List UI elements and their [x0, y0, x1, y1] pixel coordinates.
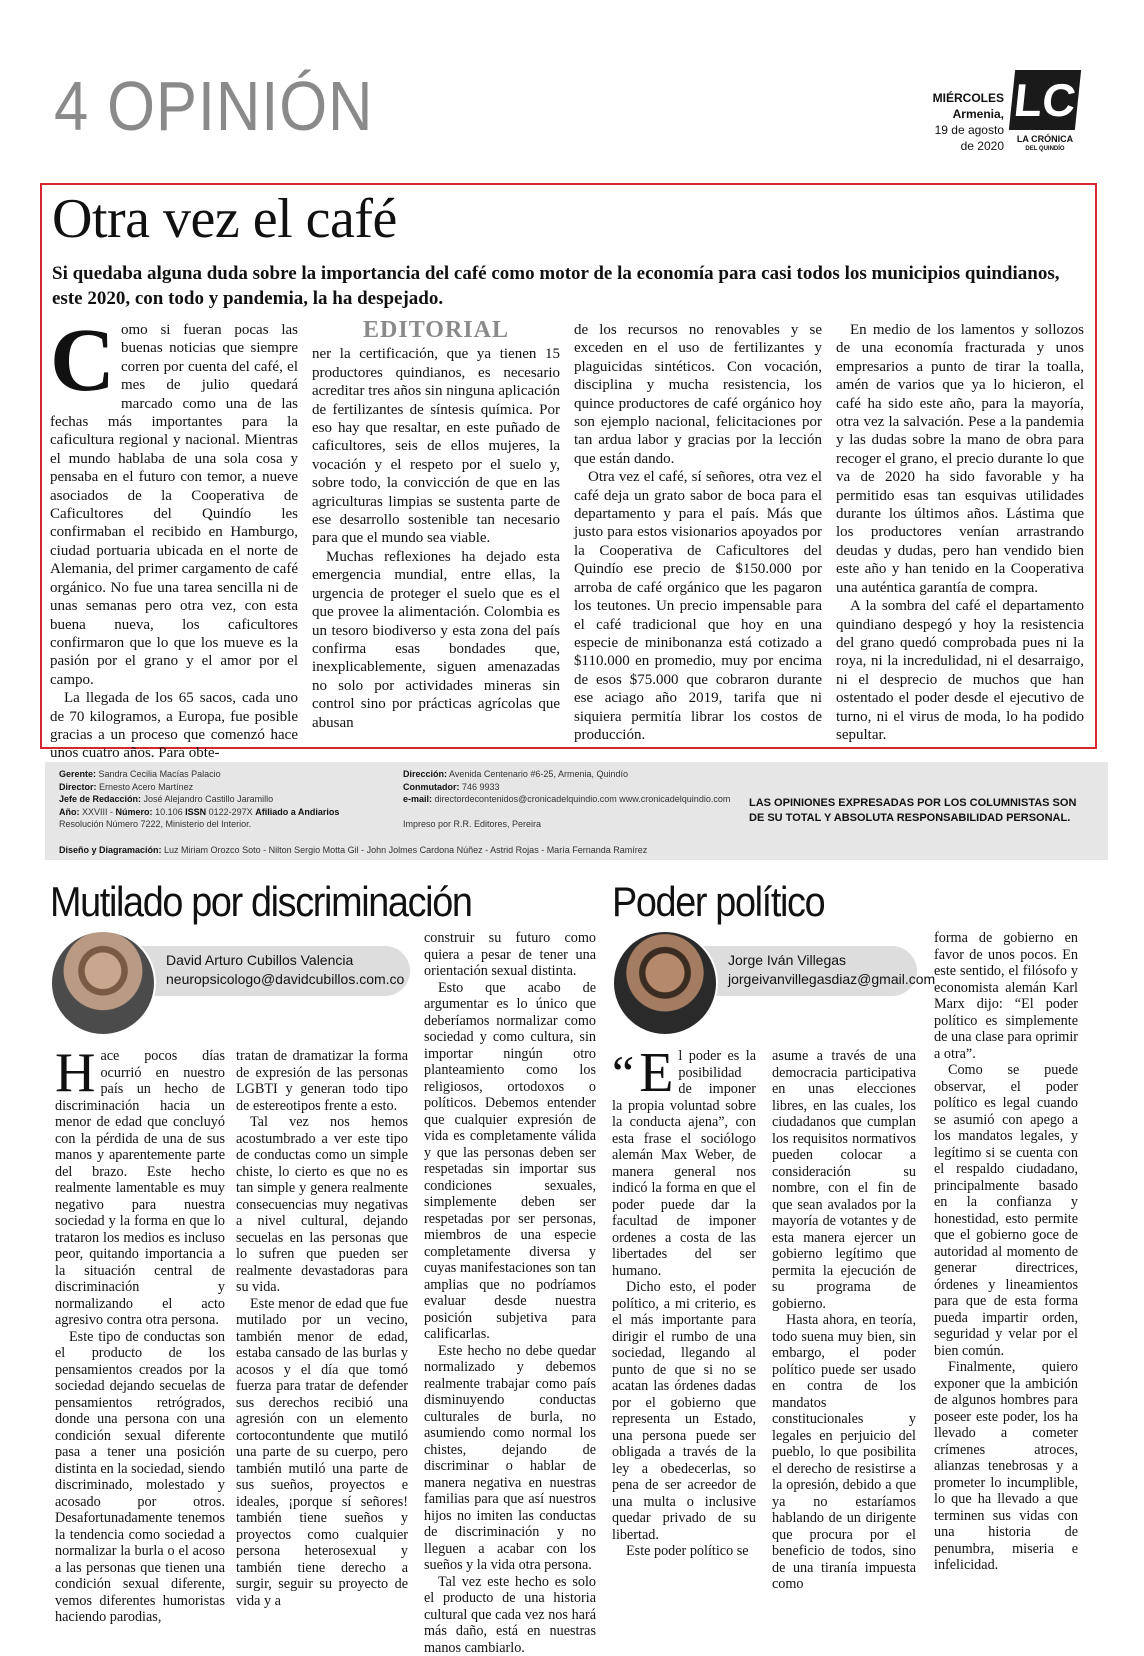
masthead-value: Impreso por R.R. Editores, Pereira	[403, 818, 763, 831]
editorial-title: Otra vez el café	[52, 187, 397, 251]
editorial-paragraph: A la sombra del café el departamento quindiano despegó y hoy la resistencia del grano quedó comprobada pues ni la roya, ni la incredulidad, ni el desarraigo, ni el desprecio de muchos que han ostentado el poder desde el ejecutivo de turno, ni el virus de moda, lo ha podido sepultar.	[836, 597, 1084, 744]
drop-cap: H	[55, 1050, 95, 1096]
article-paragraph: Finalmente, quiero exponer que la ambición de algunos hombres para poseer este poder, los ha llevado a cometer crímenes atroces, alianzas tenebrosas y a prometer lo incumplible, lo que ha llevado a que terminen sus vidas con una historia de penumbra, miseria e infelicidad.	[934, 1359, 1078, 1574]
editorial-column-3	[574, 321, 822, 744]
masthead-value: 0122-297X	[209, 807, 253, 817]
page-header	[48, 60, 1108, 160]
article1-column-1	[55, 1048, 225, 1626]
column-article-2	[612, 878, 1092, 926]
article-paragraph: Este hecho no debe quedar normalizado y debemos realmente trabajar como país disminuyendo conductas culturales de burla, no asumiendo como normal los chistes, dejando de discriminar o hablar de manera negativa en nuestras familias para que así nuestros hijos no imiten las conductas de discriminación y no lleguen a acabar con los sueños y la vida otra persona.	[424, 1343, 596, 1574]
article-paragraph: asume a través de una democracia participativa en unas elecciones libres, en las cuales, los ciudadanos que cumplan los requisitos normativos pueden colocar a consideración su nombre, con el fin de que sean avalados por la mayoría de votantes y de esta manera ejercer un gobierno legítimo que permita la ejecución de su programa de gobierno.	[772, 1048, 916, 1312]
article-paragraph: construir su futuro como quiera a pesar de tener una orientación sexual distinta.	[424, 930, 596, 980]
article-title: Poder político	[612, 878, 1044, 926]
article-paragraph: Este menor de edad que fue mutilado por un vecino, también menor de edad, estaba cansado de las burlas y acosos y el día que tomó fuerza para tratar de defender sus derechos recibió una agresión con un elemento cortocontundente que mutiló una parte de su cuerpo, pero también mutiló una parte de sus sueños, proyectos e ideales, ¡porque sí señores! también tiene sueños y proyectos como cualquier persona heterosexual y también tiene derecho a surgir, seguir su proyecto de vida y a	[236, 1296, 408, 1610]
masthead-value: XXVIII	[82, 807, 108, 817]
masthead-value: 746 9933	[462, 782, 500, 792]
editorial-paragraph: ner la certificación, que ya tienen 15 productores quindianos, es necesario acreditar tres años sin ninguna aplicación de fertilizantes de síntesis química. Por eso hay que resaltar, en este puñado de caficultores, seis de ellos mujeres, la vocación y el respeto por el suelo y, sobre todo, la convicción de que en las agriculturas limpias se sustenta parte de ese desarrollo sostenible tan necesario para que el mundo sea viable.	[312, 345, 560, 547]
masthead-design	[59, 844, 1099, 857]
editorial-text: omo si fueran pocas las buenas noticias que siempre corren por cuenta del café, el mes de julio quedará marcado como una de las fechas más importantes para la caficultura regional y nacional. Mientras el mundo hablaba de una sola cosa y pensaba en el futuro con temor, a nueve asociados de la Cooperativa de Caficultores del Quindío les confirmaban el recibido en Hamburgo, ciudad portuaria ubicada en el norte de Alemania, del primer cargamento de café orgánico. No fue una tarea sencilla ni de unas semanas pero otra vez, con esta buena nueva, los caficultores confirmaron que lo que los mueve es la pasión por el grano y el amor por el campo.	[50, 322, 298, 688]
article-paragraph: Como se puede observar, el poder político es legal cuando se asumió con apego a los mandatos legales, y legítimo si se cuenta con el respaldo ciudadano, principalmente basado en la confianza y honestidad, esto permite que el gobierno goce de autoridad al momento de generar directrices, órdenes y lineamientos para que de esta forma pueda impartir orden, seguridad y velar por el bien común.	[934, 1062, 1078, 1359]
article2-column-2	[772, 1048, 916, 1593]
column-article-1	[50, 878, 595, 926]
masthead-staff: Gerente: Sandra Cecilia Macías Palacio Director: Ernesto Acero Martínez Jefe de Redacción: José Alejandro Castillo Jaramillo Año: XXVIII - Número: 10.106 ISSN 0122-297X Afiliado a Andiarios Resolución Número 7222, Ministerio del Interior.	[59, 768, 389, 831]
author-avatar	[612, 930, 718, 1036]
article-paragraph	[612, 1048, 756, 1279]
article-paragraph: Tal vez este hecho es solo el producto de una historia cultural que cada vez nos hará más daño, está en nuestras manos cambiarlo.	[424, 1574, 596, 1656]
editorial-column-2	[312, 321, 560, 732]
author-name: David Arturo Cubillos Valencia	[166, 951, 396, 970]
masthead-label: Jefe de Redacción:	[59, 794, 141, 804]
editorial-paragraph: Muchas reflexiones ha dejado esta emergencia mundial, entre ellas, la urgencia de proteger el suelo que es el que provee la alimentación. Colombia es un tesoro biodiverso y esta zona del país confirma esas bondades que, inexplicablemente, siguen amenazadas no solo por actividades mineras sin control sino por prácticas agrícolas que abusan	[312, 548, 560, 732]
masthead-value: Sandra Cecilia Macías Palacio	[99, 769, 221, 779]
masthead-label: Gerente:	[59, 769, 96, 779]
author-email[interactable]: jorgeivanvillegasdiaz@gmail.com	[728, 970, 903, 989]
article-paragraph: Esto que acabo de argumentar es lo único que deberíamos normalizar como sociedad y como cultura, sin importar ningún otro planteamiento como los religiosos, ortodoxos o políticos. Debemos entender que cualquier expresión de vida es completamente válida y que las personas deben ser respetadas sin importar sus condiciones sexuales, simplemente deben ser respetadas por ser personas, miembros de una especie completamente diversa y cuyas manifestaciones son tan amplias que no podríamos evaluar desde nuestra posición subjetiva para calificarlas.	[424, 980, 596, 1343]
editorial-paragraph: Otra vez el café, sí señores, otra vez el café deja un grato sabor de boca para el departamento y para el país. Más que justo para estos visionarios apoyados por la Cooperativa de Caficultores del Quindío ese precio de $150.000 por arroba de café orgánico que les pagaron los teutones. Un precio impensable para el café tradicional que hoy en una especie de minibonanza está cotizado a $110.000 en promedio, muy por encima de esos $75.000 que cobraron durante ese aciago año 2019, tarifa que ni siquiera permitía librar los costos de producción.	[574, 468, 822, 744]
masthead-box	[45, 762, 1108, 860]
masthead-value: Avenida Centenario #6-25, Armenia, Quindío	[449, 769, 628, 779]
author-block-1	[50, 930, 395, 1010]
section-title: 4 OPINIÓN	[54, 66, 373, 146]
editorial-paragraph: de los recursos no renovables y se exceden en el uso de fertilizantes y plaguicidas sintéticos. Con vocación, disciplina y mucha resistencia, los quince productores de café orgánico hoy son ejemplo nacional, felicitaciones por tan ardua labor y gracias por la lección que están dando.	[574, 321, 822, 468]
masthead-label: Año:	[59, 807, 80, 817]
article-paragraph: Este tipo de conductas son el producto de los pensamientos creados por la sociedad dejando secuelas de pensamientos retrógrados, donde una persona con una condición sexual diferente pasa a tener una posición distinta en la sociedad, siendo discriminado, molestado y acosado por otros. Desafortunadamente tenemos la tendencia como sociedad a normalizar la burla o el acoso a las personas que tienen una condición sexual diferente, vemos diferentes humoristas haciendo parodias,	[55, 1329, 225, 1626]
masthead-value: 10.106	[155, 807, 183, 817]
dateline-city: Armenia,	[933, 106, 1004, 122]
masthead-disclaimer: LAS OPINIONES EXPRESADAS POR LOS COLUMNISTAS SON DE SU TOTAL Y ABSOLUTA RESPONSABILIDAD PERSONAL.	[749, 796, 1089, 826]
masthead-label: Diseño y Diagramación:	[59, 845, 162, 855]
logo-letters: LC	[1009, 70, 1081, 130]
article1-column-3	[424, 930, 596, 1656]
drop-cap: E	[639, 1050, 673, 1096]
masthead-label: Conmutador:	[403, 782, 460, 792]
author-avatar	[50, 930, 156, 1036]
article2-column-1	[612, 1048, 756, 1560]
author-email[interactable]: neuropsicologo@davidcubillos.com.co	[166, 970, 396, 989]
editorial-section	[40, 183, 1097, 749]
article-text: ace pocos días ocurrió en nuestro país un hecho de discriminación hacia un menor de edad que concluyó con la pérdida de una de sus manos y aparentemente parte del brazo. Este hecho realmente lamentable es muy negativo para nuestra sociedad y la forma en que lo trataron los medios es incluso peor, quitando importancia a la situación central de discriminación y normalizando el acto agresivo contra otra persona.	[55, 1048, 225, 1328]
masthead-contact	[403, 768, 763, 830]
masthead-label: Director:	[59, 782, 97, 792]
masthead-value: Ernesto Acero Martínez	[99, 782, 193, 792]
dateline	[933, 90, 1004, 154]
article-paragraph: Este poder político se	[612, 1543, 756, 1560]
dateline-year: de 2020	[933, 138, 1004, 154]
masthead-label: ISSN	[185, 807, 206, 817]
logo-name-text: LA CRÓNICA	[1017, 134, 1073, 144]
quote-mark: “	[612, 1050, 634, 1096]
article-paragraph: Dicho esto, el poder político, a mi criterio, es el más importante para dirigir el rumbo de una sociedad, llegando al punto de que si no se acatan las órdenes dadas por el gobierno que representa un Estado, una persona puede ser obligada a través de la ley a obedecerlas, so pena de ser acreedor de una multa o inclusive quedar privado de su libertad.	[612, 1279, 756, 1543]
masthead-label: e-mail:	[403, 794, 432, 804]
author-pill	[120, 946, 410, 996]
logo-name	[1012, 134, 1078, 154]
article-paragraph	[55, 1048, 225, 1329]
masthead-email[interactable]: directordecontenidos@cronicadelquindio.com www.cronicadelquindio.com	[435, 794, 731, 804]
masthead-value: Afiliado a Andiarios	[255, 807, 339, 817]
drop-cap: C	[50, 325, 115, 397]
masthead-value: Luz Miriam Orozco Soto - Nilton Sergio Motta Gil - John Jolmes Cardona Núñez - Astrid Rojas - María Fernanda Ramírez	[164, 845, 647, 855]
editorial-column-1	[50, 321, 298, 763]
editorial-lead: Si quedaba alguna duda sobre la importancia del café como motor de la economía para casi todos los municipios quindianos, este 2020, con todo y pandemia, la ha despejado.	[52, 261, 1082, 311]
article-paragraph: Tal vez nos hemos acostumbrado a ver este tipo de conductas como un simple chiste, lo cierto es que no es tan simple y genera realmente consecuencias muy negativas a nivel cultural, dejando secuelas en las personas que lo sufren que pueden ser realmente devastadoras para su vida.	[236, 1114, 408, 1296]
author-block-2	[612, 930, 917, 1010]
author-name: Jorge Iván Villegas	[728, 951, 903, 970]
editorial-column-4	[836, 321, 1084, 744]
article-paragraph: Hasta ahora, en teoría, todo suena muy bien, sin embargo, el poder político puede ser usado en contra de los mandatos constitucionales y legales en perjuicio del pueblo, lo que posibilita el derecho de resistirse a la opresión, debido a que ya no estaríamos hablando de un dirigente que procura por el beneficio de todos, sino de una tiranía impuesta como	[772, 1312, 916, 1593]
dateline-date: 19 de agosto	[933, 122, 1004, 138]
logo-subtitle: DEL QUINDÍO	[1012, 144, 1078, 154]
editorial-paragraph: En medio de los lamentos y sollozos de una economía fracturada y unos empresarios a punto de tirar la toalla, amén de varios que ya lo hicieron, el café ha sido este año, para la mayoría, otra vez la salvación. Pese a la pandemia y las dudas sobre la mano de obra para recoger el grano, el precio durante lo que va de 2020 ha sido favorable y ha permitido esas tan esquivas utilidades durante los últimos años. Lástima que los productores venían arrastrando deudas y dudas, pero han vendido bien este año y han tenido en la Cooperativa una auténtica garantía de compra.	[836, 321, 1084, 597]
article-title: Mutilado por discriminación	[50, 878, 541, 926]
newspaper-logo	[1012, 70, 1078, 154]
editorial-paragraph	[50, 321, 298, 689]
masthead-value: José Alejandro Castillo Jaramillo	[144, 794, 274, 804]
editorial-paragraph: La llegada de los 65 sacos, cada uno de 70 kilogramos, a Europa, fue posible gracias a un proceso que comenzó hace unos cuatro años. Para obte-	[50, 689, 298, 763]
article2-column-3	[934, 930, 1078, 1574]
editorial-columns	[50, 321, 1090, 741]
masthead-label: Dirección:	[403, 769, 447, 779]
editorial-label: EDITORIAL	[312, 321, 560, 339]
article-paragraph: forma de gobierno en favor de unos pocos. En este sentido, el filósofo y economista alemán Karl Marx dijo: “El poder político es simplemente de una clase para oprimir a otra”.	[934, 930, 1078, 1062]
article-paragraph: tratan de dramatizar la forma de expresión de las personas LGBTI y generan todo tipo de estereotipos frente a esto.	[236, 1048, 408, 1114]
masthead-value: Resolución Número 7222, Ministerio del Interior.	[59, 818, 389, 831]
masthead-label: Número:	[116, 807, 153, 817]
article-text: l poder es la posibilidad de imponer la propia voluntad sobre la conducta ajena”, con esta frase el sociólogo alemán Max Weber, de manera general nos indicó la forma en que el poder puede dar la facultad de imponer ordenes a costa de las libertades del ser humano.	[612, 1048, 756, 1279]
article1-column-2	[236, 1048, 408, 1609]
dateline-day: MIÉRCOLES	[933, 90, 1004, 106]
